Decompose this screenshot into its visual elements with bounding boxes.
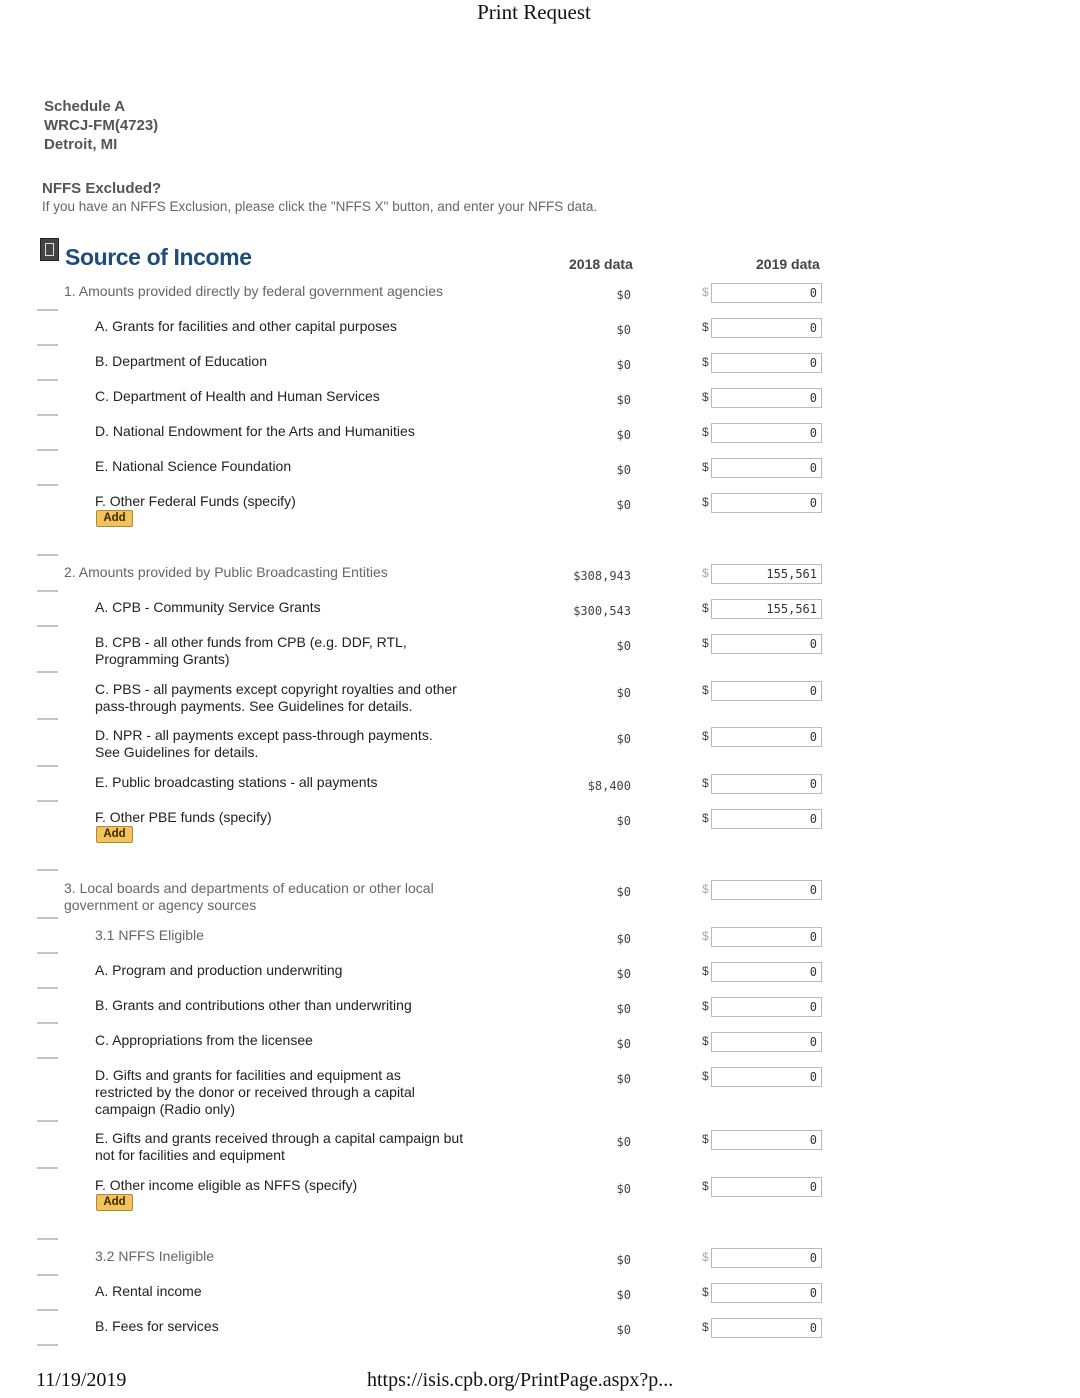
dollar-sign: $ — [702, 811, 709, 825]
print-date: 11/19/2019 — [36, 1369, 127, 1391]
input-2019[interactable]: 0 — [711, 880, 822, 900]
dollar-sign: $ — [702, 1179, 709, 1193]
row-divider — [37, 484, 58, 486]
row-label: D. NPR - all payments except pass-through payments. See Guidelines for details. — [95, 727, 433, 760]
row-label: 3.1 NFFS Eligible — [95, 927, 204, 943]
page-url: https://isis.cpb.org/PrintPage.aspx?p... — [367, 1369, 674, 1391]
value-2018: $0 — [616, 358, 631, 372]
row-divider — [37, 1309, 58, 1311]
value-2018: $0 — [616, 498, 631, 512]
row-divider — [37, 309, 58, 311]
input-2019[interactable]: 0 — [711, 493, 822, 513]
input-2019[interactable]: 0 — [711, 727, 822, 747]
dollar-sign: $ — [702, 1132, 709, 1146]
value-2018: $0 — [616, 1002, 631, 1016]
row-label: B. Department of Education — [95, 353, 267, 369]
value-2018: $0 — [616, 1182, 631, 1196]
dollar-sign: $ — [702, 355, 709, 369]
row-label: C. PBS - all payments except copyright royalties and other pass-through payments. See Guidelines for details. — [95, 681, 457, 714]
row-divider — [37, 554, 58, 556]
value-2018: $0 — [616, 1135, 631, 1149]
dollar-sign: $ — [702, 1285, 709, 1299]
dollar-sign: $ — [702, 1034, 709, 1048]
row-label: E. Public broadcasting stations - all payments — [95, 774, 378, 790]
row-label: 3.2 NFFS Ineligible — [95, 1248, 215, 1264]
input-2019[interactable]: 0 — [711, 458, 822, 478]
row-label: A. Rental income — [95, 1283, 202, 1299]
row-divider — [37, 449, 58, 451]
collapse-toggle-icon[interactable] — [40, 238, 59, 261]
nffs-excluded-title: NFFS Excluded? — [42, 180, 162, 197]
row-divider — [37, 671, 58, 673]
row-divider — [37, 869, 58, 871]
input-2019[interactable]: 0 — [711, 1177, 822, 1197]
dollar-sign: $ — [702, 683, 709, 697]
input-2019[interactable]: 0 — [711, 1248, 822, 1268]
input-2019[interactable]: 0 — [711, 353, 822, 373]
value-2018: $0 — [616, 323, 631, 337]
value-2018: $0 — [616, 1072, 631, 1086]
input-2019[interactable]: 0 — [711, 423, 822, 443]
dollar-sign: $ — [702, 636, 709, 650]
row-label: B. Grants and contributions other than underwriting — [95, 997, 412, 1013]
dollar-sign: $ — [702, 390, 709, 404]
station-call-sign: WRCJ-FM(4723) — [44, 117, 159, 134]
dollar-sign: $ — [702, 999, 709, 1013]
nffs-excluded-instructions: If you have an NFFS Exclusion, please click the "NFFS X" button, and enter your NFFS data. — [42, 199, 598, 214]
add-button[interactable]: Add — [96, 510, 133, 527]
input-2019[interactable]: 0 — [711, 774, 822, 794]
row-divider — [37, 1022, 58, 1024]
value-2018: $0 — [616, 639, 631, 653]
row-label: A. Program and production underwriting — [95, 962, 343, 978]
row-label: F. Other income eligible as NFFS (specify) — [95, 1177, 358, 1193]
value-2018: $0 — [616, 1323, 631, 1337]
row-label: 3. Local boards and departments of education or other local government or agency sources — [64, 880, 434, 913]
input-2019[interactable]: 0 — [711, 962, 822, 982]
row-divider — [37, 379, 58, 381]
input-2019[interactable]: 0 — [711, 1318, 822, 1338]
row-label: C. Appropriations from the licensee — [95, 1032, 313, 1048]
row-label: D. National Endowment for the Arts and Humanities — [95, 423, 415, 439]
row-divider — [37, 1057, 58, 1059]
input-2019[interactable]: 155,561 — [711, 564, 822, 584]
row-divider — [37, 800, 58, 802]
input-2019[interactable]: 0 — [711, 1067, 822, 1087]
value-2018: $0 — [616, 885, 631, 899]
value-2018: $0 — [616, 732, 631, 746]
row-divider — [37, 987, 58, 989]
row-label: F. Other PBE funds (specify) — [95, 809, 272, 825]
value-2018: $8,400 — [587, 779, 631, 793]
value-2018: $0 — [616, 1037, 631, 1051]
row-divider — [37, 1167, 58, 1169]
row-label: F. Other Federal Funds (specify) — [95, 493, 296, 509]
station-location: Detroit, MI — [44, 136, 118, 153]
column-header-2018: 2018 data — [569, 256, 633, 272]
row-divider — [37, 952, 58, 954]
section-title: Source of Income — [65, 244, 252, 270]
input-2019[interactable]: 0 — [711, 283, 822, 303]
dollar-sign: $ — [702, 1250, 709, 1264]
row-divider — [37, 414, 58, 416]
value-2018: $0 — [616, 288, 631, 302]
row-label: 2. Amounts provided by Public Broadcasting Entities — [64, 564, 388, 580]
input-2019[interactable]: 0 — [711, 388, 822, 408]
value-2018: $0 — [616, 814, 631, 828]
value-2018: $308,943 — [573, 569, 631, 583]
input-2019[interactable]: 0 — [711, 809, 822, 829]
row-label: C. Department of Health and Human Services — [95, 388, 380, 404]
dollar-sign: $ — [702, 320, 709, 334]
value-2018: $0 — [616, 463, 631, 477]
dollar-sign: $ — [702, 929, 709, 943]
row-divider — [37, 718, 58, 720]
row-divider — [37, 344, 58, 346]
value-2018: $300,543 — [573, 604, 631, 618]
dollar-sign: $ — [702, 1320, 709, 1334]
dollar-sign: $ — [702, 285, 709, 299]
input-2019[interactable]: 155,561 — [711, 599, 822, 619]
value-2018: $0 — [616, 967, 631, 981]
dollar-sign: $ — [702, 1069, 709, 1083]
row-label: E. National Science Foundation — [95, 458, 292, 474]
row-label: A. Grants for facilities and other capital purposes — [95, 318, 397, 334]
row-divider — [37, 1344, 58, 1346]
dollar-sign: $ — [702, 460, 709, 474]
value-2018: $0 — [616, 393, 631, 407]
row-label: B. Fees for services — [95, 1318, 219, 1334]
input-2019[interactable]: 0 — [711, 318, 822, 338]
print-header-title: Print Request — [477, 0, 591, 24]
dollar-sign: $ — [702, 776, 709, 790]
value-2018: $0 — [616, 1288, 631, 1302]
input-2019[interactable]: 0 — [711, 997, 822, 1017]
dollar-sign: $ — [702, 964, 709, 978]
row-divider — [37, 1274, 58, 1276]
row-label: D. Gifts and grants for facilities and equipment as restricted by the donor or received through a capital campaign (Radio only) — [95, 1067, 415, 1117]
schedule-name: Schedule A — [44, 98, 126, 115]
add-button[interactable]: Add — [96, 826, 133, 843]
input-2019[interactable]: 0 — [711, 681, 822, 701]
row-label: A. CPB - Community Service Grants — [95, 599, 321, 615]
row-divider — [37, 917, 58, 919]
dollar-sign: $ — [702, 495, 709, 509]
row-label: 1. Amounts provided directly by federal government agencies — [64, 283, 443, 299]
dollar-sign: $ — [702, 601, 709, 615]
input-2019[interactable]: 0 — [711, 634, 822, 654]
value-2018: $0 — [616, 428, 631, 442]
column-header-2019: 2019 data — [756, 256, 820, 272]
dollar-sign: $ — [702, 425, 709, 439]
row-divider — [37, 1120, 58, 1122]
value-2018: $0 — [616, 932, 631, 946]
row-label: E. Gifts and grants received through a capital campaign but not for facilities and equipment — [95, 1130, 464, 1163]
input-2019[interactable]: 0 — [711, 1130, 822, 1150]
input-2019[interactable]: 0 — [711, 1032, 822, 1052]
add-button[interactable]: Add — [96, 1194, 133, 1211]
row-divider — [37, 765, 58, 767]
schedule-info — [44, 97, 158, 154]
row-divider — [37, 1238, 58, 1240]
input-2019[interactable]: 0 — [711, 1283, 822, 1303]
dollar-sign: $ — [702, 882, 709, 896]
value-2018: $0 — [616, 686, 631, 700]
dollar-sign: $ — [702, 729, 709, 743]
input-2019[interactable]: 0 — [711, 927, 822, 947]
row-label: B. CPB - all other funds from CPB (e.g. DDF, RTL, Programming Grants) — [95, 634, 407, 667]
row-divider — [37, 590, 58, 592]
row-divider — [37, 625, 58, 627]
dollar-sign: $ — [702, 566, 709, 580]
value-2018: $0 — [616, 1253, 631, 1267]
